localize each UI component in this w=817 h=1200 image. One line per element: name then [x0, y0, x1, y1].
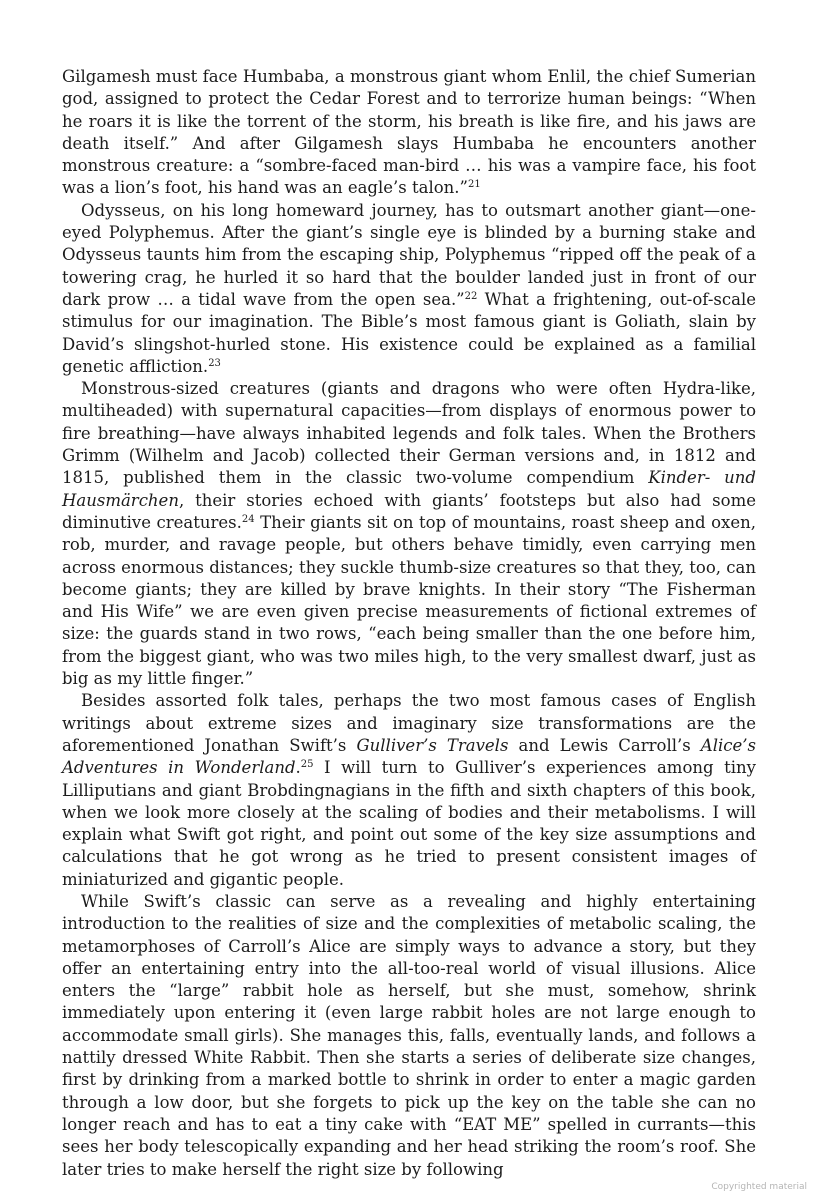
book-title: Kinder- und Hausmärchen — [62, 468, 756, 510]
copyright-notice: Copyrighted material — [711, 1182, 807, 1192]
text-run: Monstrous-sized creatures (giants and dragons who were often Hydra-like, multiheaded) with supernatural capacities—from displays of enormous power to fire breathing—have always inhabited legends and folk tales. When the Brothers Grimm (Wilhelm and Jacob) collected their German versions and, in 1812 and 1815, published them in the classic two-volume compendium — [62, 379, 756, 488]
text-run: Their giants sit on top of mountains, roast sheep and oxen, rob, murder, and ravage people, but others behave timidly, even carrying men across enormous distances; they suckle thumb-size creatures so that they, too, can become giants; they are killed by brave knights. In their story “The Fisherman and His Wife” we are even given precise measurements of fictional extremes of size: the guards stand in two rows, “each being smaller than the one before him, from the biggest giant, who was two miles high, to the very smallest dwarf, just as big as my little finger.” — [62, 512, 756, 689]
paragraph-1 — [62, 66, 756, 200]
text-run: I will turn to Gulliver’s experiences among tiny Lilliputians and giant Brobdingnagians in the fifth and sixth chapters of this book, when we look more closely at the scaling of bodies and their metabolisms. I will explain what Swift got right, and point out some of the key size assumptions and calculations that he got wrong as he tried to present consistent images of miniaturized and gigantic people. — [62, 758, 756, 889]
book-title: Alice’s Adventures in Wonderland — [62, 735, 756, 778]
text-run: Gilgamesh must face Humbaba, a monstrous giant whom Enlil, the chief Sumerian god, assigned to protect the Cedar Forest and to terrorize human beings: “When he roars it is like the torrent of the storm, his breath is like fire, and his jaws are death itself.” And after Gilgamesh slays Humbaba he encounters another monstrous creature: a “sombre-faced man-bird … his was a vampire face, his foot was a lion’s foot, his hand was an eagle’s talon.” — [62, 67, 756, 198]
text-run: and Lewis Carroll’s — [508, 735, 701, 755]
paragraph-3 — [62, 378, 756, 690]
footnote-ref: 23 — [208, 357, 221, 369]
text-run: Odysseus, on his long homeward journey, has to outsmart another giant—one-eyed Polyphemus. After the giant’s single eye is blinded by a burning stake and Odysseus taunts him from the escaping ship, Polyphemus “ripped off the peak of a towering crag, he hurled it so hard that the boulder landed just in front of our dark prow … a tidal wave from the open sea.” — [62, 200, 756, 309]
text-run: , their stories echoed with giants’ footsteps but also had some diminutive creatures. — [62, 490, 756, 532]
text-run: What a frightening, out-of-scale stimulus for our imagination. The Bible’s most famous giant is Goliath, slain by David’s slingshot-hurled stone. His existence could be explained as a familial genetic affliction. — [62, 289, 756, 376]
paragraph-2 — [62, 200, 756, 378]
paragraph-4 — [62, 690, 756, 891]
footnote-ref: 24 — [241, 513, 255, 525]
paragraph-5 — [62, 891, 756, 1181]
text-run: Besides assorted folk tales, perhaps the two most famous cases of English writings about extreme sizes and imaginary size transformations are the aforementioned Jonathan Swift’s — [62, 691, 756, 755]
book-title: Gulliver’s Travels — [356, 735, 509, 755]
text-run: While Swift’s classic can serve as a revealing and highly entertaining introduction to the realities of size and the complexities of metabolic scaling, the metamorphoses of Carroll’s Alice are simply ways to advance a story, but they offer an entertaining entry into the all-too-real world of visual illusions. Alice enters the “large” rabbit hole as herself, but she must, somehow, shrink immediately upon entering it (even large rabbit holes are not large enough to accommodate small girls). She manages this, falls, eventually lands, and follows a nattily dressed White Rabbit. Then she starts a series of deliberate size changes, first by drinking from a marked bottle to shrink in order to enter a magic garden through a low door, but she forgets to pick up the key on the table she can no longer reach and has to eat a tiny cake with “EAT ME” spelled in currants—this sees her body telescopically expanding and her head striking the room’s roof. She later tries to make herself the right size by following — [62, 891, 756, 1179]
footnote-ref: 22 — [464, 290, 478, 302]
footnote-ref: 21 — [467, 179, 481, 191]
text-run: . — [295, 758, 301, 778]
page-body — [62, 66, 756, 1181]
footnote-ref: 25 — [300, 759, 314, 771]
